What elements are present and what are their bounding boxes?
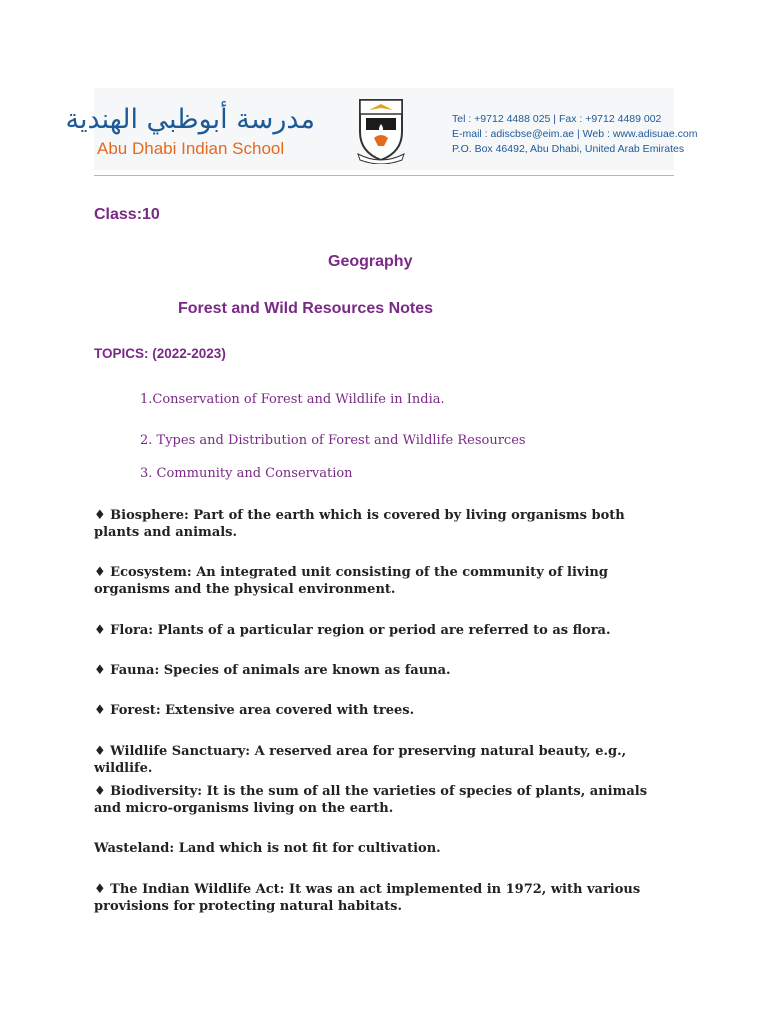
note-flora: ♦ Flora: Plants of a particular region or period are referred to as flora. [94,623,611,638]
topic-item: 1.Conservation of Forest and Wildlife in India. [140,392,445,407]
contact-phone-fax: Tel : +9712 4488 025 | Fax : +9712 4489 002 [452,113,662,125]
note-ecosystem: ♦ Ecosystem: An integrated unit consisting of the community of living organisms and the physical environment. [94,565,608,597]
note-wasteland: Wasteland: Land which is not fit for cultivation. [94,841,441,856]
topics-heading: TOPICS: (2022-2023) [94,346,226,361]
topic-item: 2. Types and Distribution of Forest and Wildlife Resources [140,433,526,448]
school-name-english: Abu Dhabi Indian School [97,139,285,158]
topic-item: 3. Community and Conservation [140,466,353,481]
class-label: Class:10 [94,206,160,223]
notes-title: Forest and Wild Resources Notes [178,300,434,317]
note-biodiversity: ♦ Biodiversity: It is the sum of all the varieties of species of plants, animals and micro-organisms living on the earth. [94,784,648,816]
note-forest: ♦ Forest: Extensive area covered with trees. [94,703,415,718]
school-crest-logo [356,96,406,164]
contact-address: P.O. Box 46492, Abu Dhabi, United Arab Emirates [452,143,685,155]
school-name-arabic: مدرسة أبوظبي الهندية [65,104,315,135]
note-biosphere: ♦ Biosphere: Part of the earth which is covered by living organisms both plants and animals. [94,508,625,540]
contact-block [452,112,697,157]
note-wildlife-sanctuary: ♦ Wildlife Sanctuary: A reserved area for preserving natural beauty, e.g., wildlife. [94,744,627,776]
subject-heading: Geography [328,253,413,270]
header-divider [94,175,674,176]
note-indian-wildlife-act: ♦ The Indian Wildlife Act: It was an act implemented in 1972, with various provisions for protecting natural habitats. [94,882,641,914]
contact-email-web: E-mail : adiscbse@eim.ae | Web : www.adisuae.com [452,128,698,140]
note-fauna: ♦ Fauna: Species of animals are known as fauna. [94,663,451,678]
